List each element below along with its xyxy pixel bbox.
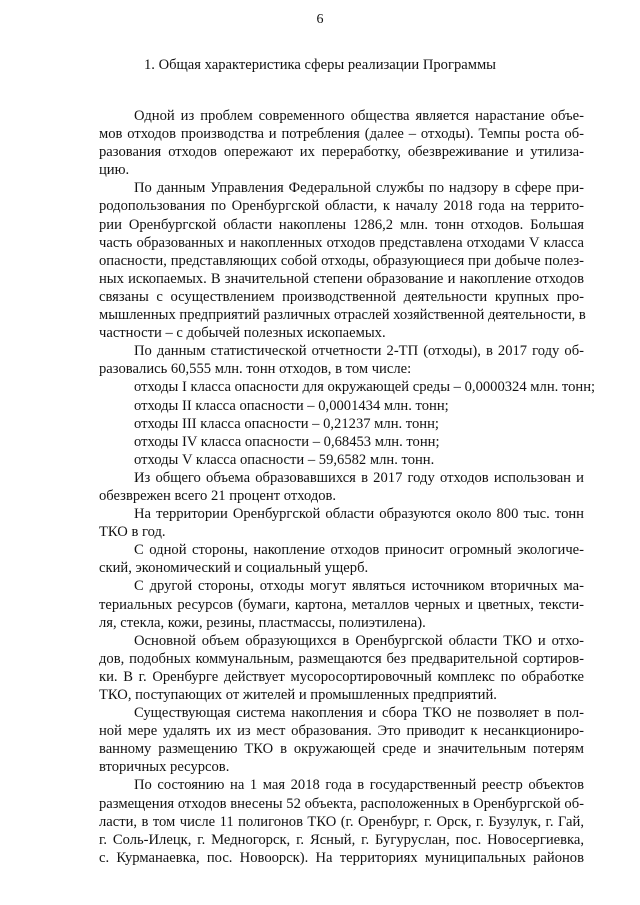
text-line: На территории Оренбургской области образуются около 800 тыс. тонн [134, 506, 584, 523]
text-line: Основной объем образующихся в Оренбургской области ТКО и отхо- [134, 632, 584, 649]
section-heading: 1. Общая характеристика сферы реализации Программы [144, 57, 496, 73]
paragraph [99, 415, 584, 433]
text-line: По данным статистической отчетности 2-ТП (отходы), в 2017 году об- [134, 343, 584, 360]
paragraph [99, 776, 584, 866]
text-line: цию. [99, 162, 130, 179]
paragraph [99, 342, 584, 378]
paragraph [99, 433, 584, 451]
text-line: с. Курманаевка, пос. Новоорск). На территориях муниципальных районов [99, 849, 584, 866]
text-line: отходы V класса опасности – 59,6582 млн. тонн. [134, 451, 435, 468]
text-line: Из общего объема образовавшихся в 2017 году отходов использован и [134, 469, 584, 486]
text-line: связаны с осуществлением производственной деятельности крупных про- [99, 288, 584, 305]
text-line: Существующая система накопления и сбора ТКО не позволяет в пол- [134, 705, 584, 722]
text-line: размещения отходов внесены 52 объекта, расположенных в Оренбургской об- [99, 795, 584, 812]
text-line: По состоянию на 1 мая 2018 года в государственный реестр объектов [134, 777, 584, 794]
paragraph [99, 179, 584, 342]
text-line: Одной из проблем современного общества является нарастание объе- [134, 108, 584, 124]
paragraph [99, 505, 584, 541]
paragraph [99, 577, 584, 631]
text-line: часть образованных и накопленных отходов представлена отходами V класса [99, 234, 584, 251]
text-line: отходы I класса опасности для окружающей среды – 0,0000324 млн. тонн; [134, 379, 596, 396]
text-line: отходы III класса опасности – 0,21237 млн. тонн; [134, 415, 439, 432]
text-line: По данным Управления Федеральной службы по надзору в сфере при- [134, 180, 584, 197]
text-line: родопользования по Оренбургской области, к началу 2018 года на террито- [99, 198, 584, 215]
text-line: ванному размещению ТКО в окружающей среде и значительным потерям [99, 741, 584, 758]
paragraph [99, 704, 584, 776]
paragraph [99, 451, 584, 469]
text-line: мышленных предприятий различных отраслей хозяйственной деятельности, в [99, 307, 586, 324]
text-line: ных ископаемых. В значительной степени образование и накопление отходов [99, 270, 584, 287]
text-line: ТКО в год. [99, 524, 166, 541]
text-line: рии Оренбургской области накоплены 1286,2 млн. тонн отходов. Большая [99, 216, 584, 233]
paragraph [99, 107, 584, 179]
text-line: частности – с добычей полезных ископаемых. [99, 325, 386, 342]
text-line: вторичных ресурсов. [99, 759, 230, 776]
paragraph [99, 541, 584, 577]
paragraph [99, 469, 584, 505]
paragraph [99, 632, 584, 704]
text-line: разовались 60,555 млн. тонн отходов, в том числе: [99, 361, 412, 378]
text-line: ки. В г. Оренбурге действует мусоросортировочный комплекс по обработке [99, 668, 584, 685]
text-line: С другой стороны, отходы могут являться источником вторичных ма- [134, 578, 584, 595]
text-line: ский, экономический и социальный ущерб. [99, 560, 369, 577]
text-line: ТКО, поступающих от жителей и промышленных предприятий. [99, 687, 497, 703]
text-line: г. Соль-Илецк, г. Медногорск, г. Ясный, г. Бугуруслан, пос. Новосергиевка, [99, 831, 584, 848]
page-number: 6 [316, 12, 324, 27]
text-line: дов, подобных коммунальным, размещаются без предварительной сортиров- [99, 650, 584, 667]
text-line: С одной стороны, накопление отходов приносит огромный экологиче- [134, 542, 584, 559]
text-line: ласти, в том числе 11 полигонов ТКО (г. Оренбург, г. Орск, г. Бузулук, г. Гай, [99, 813, 584, 830]
paragraph [99, 397, 584, 415]
text-line: опасности, представляющих собой отходы, образующиеся при добыче полез- [99, 252, 584, 269]
body-text [99, 107, 596, 867]
text-line: отходы II класса опасности – 0,0001434 млн. тонн; [134, 397, 449, 414]
text-line: отходы IV класса опасности – 0,68453 млн. тонн; [134, 433, 440, 450]
paragraph [99, 378, 596, 396]
text-line: териальных ресурсов (бумаги, картона, металлов черных и цветных, тексти- [99, 596, 584, 613]
text-line: разования отходов опережают их переработку, обезвреживание и утилиза- [99, 144, 584, 161]
text-line: ной мере удалять их из мест образования. Это приводит к несанкциониро- [99, 723, 584, 740]
text-line: обезврежен всего 21 процент отходов. [99, 487, 337, 504]
text-line: мов отходов производства и потребления (далее – отходы). Темпы роста об- [99, 126, 584, 143]
text-line: ля, стекла, кожи, резины, пластмассы, полиэтилена). [99, 614, 426, 631]
